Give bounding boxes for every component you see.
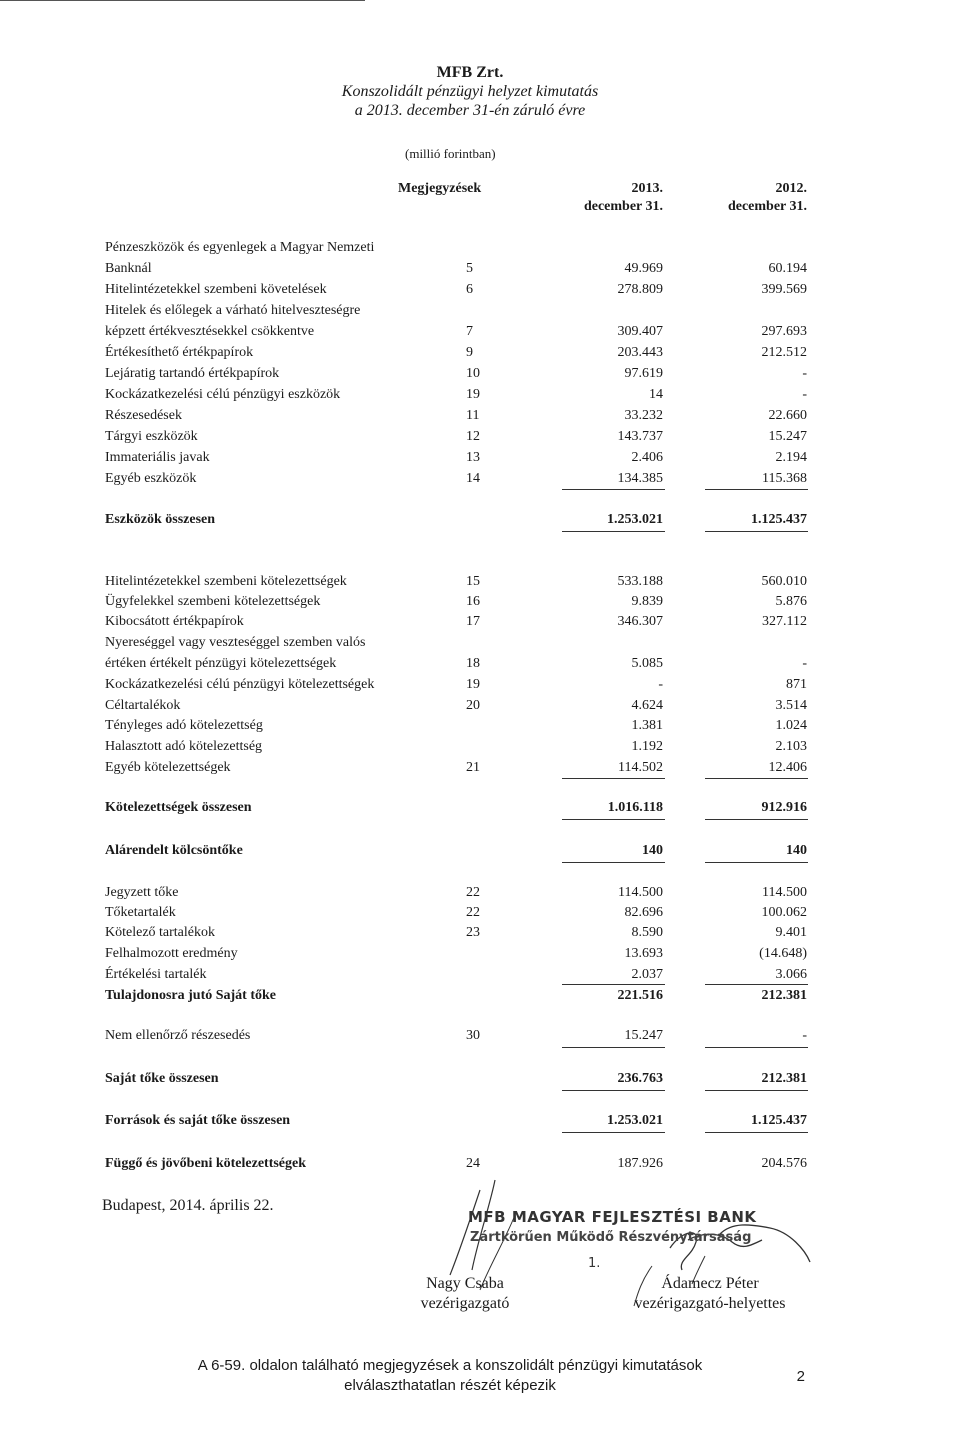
row-label: Hitelintézetekkel szembeni kötelezettségek xyxy=(105,574,347,589)
row-note: 10 xyxy=(466,366,480,381)
table-row-total xyxy=(0,510,960,530)
notes-column-header: Megjegyzések xyxy=(398,181,482,196)
page-number: 2 xyxy=(796,1368,805,1385)
place-and-date: Budapest, 2014. április 22. xyxy=(102,1197,274,1214)
row-note: 11 xyxy=(466,408,480,423)
table-row xyxy=(0,385,960,405)
row-note: 22 xyxy=(466,905,480,920)
row-value-2013: 13.693 xyxy=(624,946,663,961)
table-row-total xyxy=(0,841,960,861)
row-note: 14 xyxy=(466,471,480,486)
row-value-2013: 33.232 xyxy=(624,408,663,423)
row-value-2013: 14 xyxy=(649,387,663,402)
row-value-2012: 140 xyxy=(786,843,807,858)
total-rule xyxy=(705,531,808,532)
row-value-2013: 236.763 xyxy=(617,1071,663,1086)
table-row xyxy=(0,427,960,447)
row-note: 24 xyxy=(466,1156,480,1171)
row-value-2012: 2.103 xyxy=(775,739,807,754)
subtotal-rule xyxy=(562,778,665,779)
row-value-2013: 143.737 xyxy=(617,429,663,444)
row-label: Immateriális javak xyxy=(105,450,210,465)
row-label: Függő és jövőbeni kötelezettségek xyxy=(105,1156,307,1171)
row-value-2012: 3.066 xyxy=(775,967,807,982)
row-label: Értékesíthető értékpapírok xyxy=(105,345,254,360)
row-value-2013: 15.247 xyxy=(624,1028,663,1043)
row-label: Eszközök összesen xyxy=(105,512,216,527)
table-row xyxy=(0,654,960,674)
table-row xyxy=(0,572,960,592)
table-row xyxy=(0,903,960,923)
total-rule xyxy=(562,819,665,820)
company-name: MFB Zrt. xyxy=(436,64,504,81)
row-value-2012: - xyxy=(802,656,807,671)
table-row-total xyxy=(0,1069,960,1089)
table-row xyxy=(0,612,960,632)
row-note: 19 xyxy=(466,677,480,692)
table-row xyxy=(0,406,960,426)
row-value-2013: 1.253.021 xyxy=(607,1113,663,1128)
total-rule xyxy=(705,819,808,820)
row-value-2013: 1.381 xyxy=(631,718,663,733)
bank-stamp-number: 1. xyxy=(588,1256,601,1271)
row-note: 22 xyxy=(466,885,480,900)
table-row-total xyxy=(0,986,960,1006)
right-signatory-name: Ádamecz Péter xyxy=(661,1275,759,1292)
table-row xyxy=(0,737,960,757)
subtotal-rule xyxy=(705,1047,808,1048)
row-value-2013: 278.809 xyxy=(617,282,663,297)
row-value-2012: 9.401 xyxy=(775,925,807,940)
row-label: Alárendelt kölcsöntőke xyxy=(105,843,243,858)
table-row-total xyxy=(0,1111,960,1131)
row-value-2012: - xyxy=(802,1028,807,1043)
footer-line-1: A 6-59. oldalon található megjegyzések a konszolidált pénzügyi kimutatások xyxy=(197,1357,703,1374)
table-row xyxy=(0,1026,960,1046)
row-value-2013: 9.839 xyxy=(631,594,663,609)
row-value-2013: 134.385 xyxy=(617,471,663,486)
row-value-2013: 203.443 xyxy=(617,345,663,360)
row-value-2013: 309.407 xyxy=(617,324,663,339)
row-value-2012: 912.916 xyxy=(761,800,807,815)
bank-stamp-title: MFB MAGYAR FEJLESZTÉSI BANK xyxy=(468,1208,757,1226)
row-value-2012: 212.381 xyxy=(761,1071,807,1086)
left-signatory-name: Nagy Csaba xyxy=(426,1275,504,1292)
table-row xyxy=(0,633,960,653)
row-note: 6 xyxy=(466,282,473,297)
row-value-2012: 1.125.437 xyxy=(751,512,807,527)
row-value-2012: 399.569 xyxy=(761,282,807,297)
row-value-2012: 871 xyxy=(786,677,807,692)
row-value-2012: 212.512 xyxy=(761,345,807,360)
row-value-2013: 4.624 xyxy=(631,698,663,713)
col-2012-year: 2012. xyxy=(775,181,807,196)
row-note: 20 xyxy=(466,698,480,713)
subtotal-rule xyxy=(705,778,808,779)
col-2013-year: 2013. xyxy=(631,181,663,196)
row-value-2012: 327.112 xyxy=(762,614,807,629)
bank-stamp-subtitle: Zártkörűen Működő Részvénytársaság xyxy=(470,1230,752,1245)
table-row xyxy=(0,448,960,468)
row-value-2012: - xyxy=(802,387,807,402)
row-value-2013: 5.085 xyxy=(631,656,663,671)
statement-period: a 2013. december 31-én záruló évre xyxy=(354,102,586,119)
row-value-2013: 1.016.118 xyxy=(607,800,663,815)
row-value-2012: 560.010 xyxy=(761,574,807,589)
row-note: 9 xyxy=(466,345,473,360)
total-rule xyxy=(705,862,808,863)
row-value-2012: 297.693 xyxy=(761,324,807,339)
table-row xyxy=(0,675,960,695)
row-label: Források és saját tőke összesen xyxy=(105,1113,291,1128)
row-label: Nyereséggel vagy veszteséggel szemben valós xyxy=(105,635,366,650)
row-label: Kibocsátott értékpapírok xyxy=(105,614,244,629)
row-note: 21 xyxy=(466,760,480,775)
row-label: Értékelési tartalék xyxy=(105,967,207,982)
row-value-2013: 114.500 xyxy=(618,885,663,900)
top-rule xyxy=(0,0,365,1)
row-label: Saját tőke összesen xyxy=(105,1071,219,1086)
row-value-2013: 533.188 xyxy=(617,574,663,589)
subtotal-rule xyxy=(562,1047,665,1048)
col-2012-date: december 31. xyxy=(727,199,807,214)
left-signatory-title: vezérigazgató xyxy=(420,1295,510,1312)
col-2013-date: december 31. xyxy=(583,199,663,214)
row-label: Pénzeszközök és egyenlegek a Magyar Nemzeti xyxy=(105,240,375,255)
row-value-2012: 22.660 xyxy=(768,408,807,423)
table-row xyxy=(0,758,960,778)
row-label: Lejáratig tartandó értékpapírok xyxy=(105,366,280,381)
row-label: értéken értékelt pénzügyi kötelezettségek xyxy=(105,656,337,671)
table-row xyxy=(0,883,960,903)
row-label: Jegyzett tőke xyxy=(105,885,179,900)
row-label: Ügyfelekkel szembeni kötelezettségek xyxy=(105,594,321,609)
total-rule xyxy=(705,1132,808,1133)
table-row xyxy=(0,696,960,716)
row-value-2012: 60.194 xyxy=(768,261,807,276)
subtotal-rule xyxy=(562,984,665,985)
row-value-2013: 8.590 xyxy=(631,925,663,940)
row-note: 12 xyxy=(466,429,480,444)
total-rule xyxy=(562,862,665,863)
row-note: 19 xyxy=(466,387,480,402)
total-rule xyxy=(562,1132,665,1133)
row-value-2012: 212.381 xyxy=(761,988,807,1003)
row-value-2012: 100.062 xyxy=(761,905,807,920)
row-note: 13 xyxy=(466,450,480,465)
row-label: Egyéb kötelezettségek xyxy=(105,760,231,775)
row-value-2012: 5.876 xyxy=(775,594,807,609)
row-value-2013: 49.969 xyxy=(624,261,663,276)
row-label: képzett értékvesztésekkel csökkentve xyxy=(105,324,315,339)
row-label: Halasztott adó kötelezettség xyxy=(105,739,263,754)
row-note: 23 xyxy=(466,925,480,940)
row-value-2013: 114.502 xyxy=(618,760,663,775)
row-value-2012: 3.514 xyxy=(775,698,807,713)
row-note: 18 xyxy=(466,656,480,671)
table-row xyxy=(0,716,960,736)
table-row xyxy=(0,965,960,985)
row-label: Hitelintézetekkel szembeni követelések xyxy=(105,282,327,297)
footer-line-2: elválaszthatatlan részét képezik xyxy=(344,1377,556,1394)
row-value-2013: 2.406 xyxy=(631,450,663,465)
row-note: 5 xyxy=(466,261,473,276)
table-row xyxy=(0,592,960,612)
row-label: Tényleges adó kötelezettség xyxy=(105,718,263,733)
row-value-2013: 2.037 xyxy=(631,967,663,982)
row-label: Banknál xyxy=(105,261,152,276)
row-note: 7 xyxy=(466,324,473,339)
row-value-2013: 140 xyxy=(642,843,663,858)
row-value-2012: 115.368 xyxy=(762,471,807,486)
row-value-2013: 187.926 xyxy=(617,1156,663,1171)
table-row xyxy=(0,469,960,489)
row-label: Tulajdonosra jutó Saját tőke xyxy=(105,988,277,1003)
row-label: Kockázatkezelési célú pénzügyi kötelezettségek xyxy=(105,677,375,692)
row-value-2012: 1.024 xyxy=(775,718,807,733)
row-value-2013: 82.696 xyxy=(624,905,663,920)
unit-label: (millió forintban) xyxy=(405,146,496,161)
row-value-2012: (14.648) xyxy=(759,946,807,961)
row-label: Részesedések xyxy=(105,408,182,423)
row-label: Céltartalékok xyxy=(105,698,181,713)
subtotal-rule xyxy=(562,489,665,490)
row-value-2013: 1.192 xyxy=(631,739,663,754)
row-label: Hitelek és előlegek a várható hitelveszteségre xyxy=(105,303,361,318)
row-label: Kötelező tartalékok xyxy=(105,925,216,940)
row-value-2012: 114.500 xyxy=(762,885,807,900)
table-row-total xyxy=(0,798,960,818)
row-label: Kötelezettségek összesen xyxy=(105,800,252,815)
table-row xyxy=(0,301,960,321)
row-label: Egyéb eszközök xyxy=(105,471,197,486)
row-label: Tőketartalék xyxy=(105,905,176,920)
row-note: 17 xyxy=(466,614,480,629)
row-value-2013: - xyxy=(658,677,663,692)
row-label: Kockázatkezelési célú pénzügyi eszközök xyxy=(105,387,341,402)
row-value-2012: 12.406 xyxy=(768,760,807,775)
subtotal-rule xyxy=(705,489,808,490)
row-label: Tárgyi eszközök xyxy=(105,429,198,444)
row-value-2013: 346.307 xyxy=(617,614,663,629)
row-value-2012: 204.576 xyxy=(761,1156,807,1171)
row-label: Felhalmozott eredmény xyxy=(105,946,238,961)
row-value-2012: 15.247 xyxy=(768,429,807,444)
table-row xyxy=(0,280,960,300)
row-note: 30 xyxy=(466,1028,480,1043)
row-value-2012: 2.194 xyxy=(775,450,807,465)
subtotal-rule xyxy=(705,984,808,985)
footer-note xyxy=(0,1356,900,1396)
row-label: Nem ellenőrző részesedés xyxy=(105,1028,251,1043)
row-value-2013: 97.619 xyxy=(624,366,663,381)
table-row xyxy=(0,343,960,363)
table-row xyxy=(0,322,960,342)
total-rule xyxy=(705,1090,808,1091)
table-row xyxy=(0,923,960,943)
table-row xyxy=(0,238,960,258)
row-note: 15 xyxy=(466,574,480,589)
table-row xyxy=(0,944,960,964)
row-value-2012: - xyxy=(802,366,807,381)
table-row xyxy=(0,364,960,384)
row-value-2012: 1.125.437 xyxy=(751,1113,807,1128)
row-value-2013: 1.253.021 xyxy=(607,512,663,527)
right-signatory-title: vezérigazgató-helyettes xyxy=(634,1295,786,1312)
table-row xyxy=(0,259,960,279)
row-value-2013: 221.516 xyxy=(617,988,663,1003)
row-note: 16 xyxy=(466,594,480,609)
total-rule xyxy=(562,1090,665,1091)
statement-title: Konszolidált pénzügyi helyzet kimutatás xyxy=(341,83,599,100)
total-rule xyxy=(562,531,665,532)
